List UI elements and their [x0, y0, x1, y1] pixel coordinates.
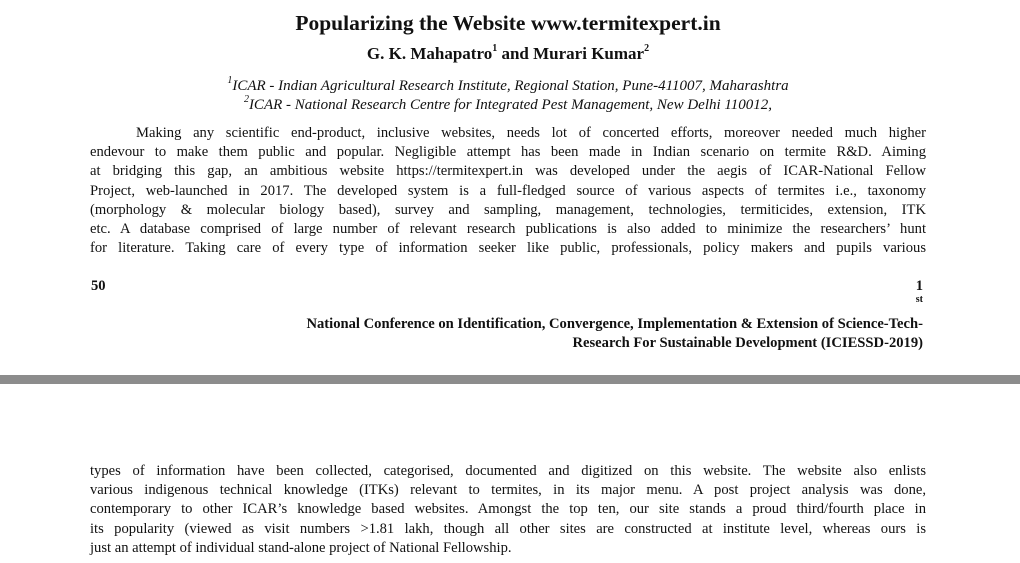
- author-1-name: G. K. Mahapatro: [366, 44, 493, 63]
- abstract-line: Project, web-launched in 2017. The developed system is a full-fledged source of various aspects of termites i.e., taxonomy: [90, 182, 926, 199]
- author-1-superscript: 1: [492, 43, 498, 55]
- author-line: [0, 43, 1016, 65]
- abstract-line: its popularity (viewed as visit numbers >1.81 lakh, though all other sites are constructed at institute level, whereas ours is: [90, 520, 926, 537]
- page-number: 50: [91, 278, 106, 294]
- affiliation-1: [0, 77, 1016, 95]
- affiliation-2: [0, 96, 1016, 114]
- abstract-line: just an attempt of individual stand-alone project of National Fellowship.: [90, 539, 512, 556]
- conference-line-1-text: National Conference on Identification, Convergence, Implementation & Extension of Science-Tech-: [302, 316, 923, 332]
- affiliation-2-text: ICAR - National Research Centre for Integrated Pest Management, New Delhi 110012,: [248, 97, 773, 113]
- conference-ordinal-suffix: st: [915, 294, 923, 306]
- conference-ordinal: 1: [915, 278, 923, 294]
- abstract-line: (morphology & molecular biology based), survey and sampling, management, technologies, termiticides, extension, ITK: [90, 201, 926, 218]
- abstract-line: for literature. Taking care of every type of information seeker like public, professionals, policy makers and pupils various: [90, 240, 926, 257]
- abstract-line: endevour to make them public and popular. Negligible attempt has been made in Indian scenario on termite R&D. Aiming: [90, 144, 926, 161]
- affiliation-1-text: ICAR - Indian Agricultural Research Institute, Regional Station, Pune-411007, Maharashtra: [232, 78, 789, 94]
- paper-title: Popularizing the Website www.termitexpert.in: [295, 11, 721, 35]
- author-conjunction: and: [497, 44, 534, 63]
- abstract-paragraph-part-2: [90, 462, 926, 558]
- author-2-name: Murari Kumar: [533, 44, 645, 63]
- conference-footer: [163, 277, 923, 353]
- abstract-line: contemporary to other ICAR’s knowledge based websites. Amongst the top ten, our site stands a proud third/fourth place in: [90, 501, 926, 518]
- author-2-superscript: 2: [644, 43, 650, 55]
- affiliation-2-superscript: 2: [243, 94, 249, 105]
- conference-footer-line-2: Research For Sustainable Development (ICIESSD-2019): [572, 335, 923, 351]
- conference-footer-line-1: [163, 277, 923, 334]
- abstract-line: etc. A database comprised of large number of relevant research publications is also added to minimize the researchers’ hunt: [90, 220, 926, 237]
- abstract-paragraph-part-1: [90, 124, 926, 258]
- page-bottom: [0, 384, 1020, 563]
- affiliation-1-superscript: 1: [227, 75, 233, 86]
- page-separator: [0, 375, 1020, 384]
- abstract-line: Making any scientific end-product, inclusive websites, needs lot of concerted efforts, moreover needed much higher: [136, 125, 926, 141]
- abstract-line: various indigenous technical knowledge (ITKs) relevant to termites, in its major menu. A post project analysis was done,: [90, 482, 926, 499]
- abstract-line: types of information have been collected, categorised, documented and digitized on this website. The website also enlists: [90, 463, 926, 479]
- abstract-line: at bridging this gap, an ambitious website https://termitexpert.in was developed under the aegis of ICAR-National Fellow: [90, 163, 926, 180]
